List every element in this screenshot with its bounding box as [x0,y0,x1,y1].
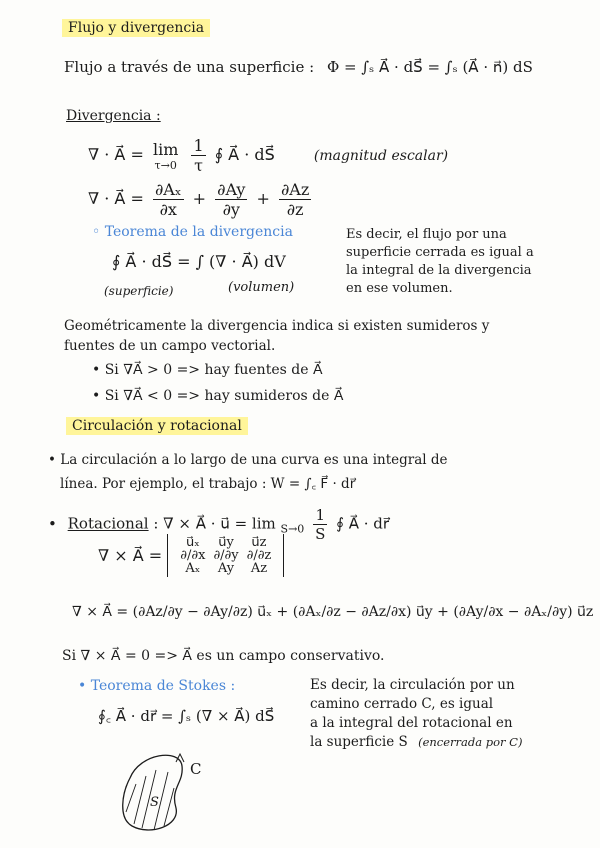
label-volumen: (volumen) [228,280,295,295]
teorema-divergencia-note: Es decir, el flujo por una superficie cerrada es igual a la integral de la divergencia en ese volumen. [346,227,534,296]
label-superficie: (superficie) [104,284,174,298]
stokes-surface-sketch [110,748,220,838]
circulacion-line-2: línea. Por ejemplo, el trabajo : W = ∫꜀ F⃗ · dr⃗ [60,476,356,492]
flujo-equation: Φ = ∫ₛ A⃗ · dS⃗ = ∫ₛ (A⃗ · n⃗) dS [326,58,533,76]
teorema-divergencia-title: ◦ Teorema de la divergencia [92,224,293,240]
section-title-circulacion: Circulación y rotacional [66,418,248,434]
limit: lim τ→0 [152,139,179,172]
flujo-line [64,58,533,76]
fraction: $\frac{1}{\tau}$ [193,136,204,175]
rotacional-expanded: ∇ × A⃗ = (∂Az/∂y − ∂Ay/∂z) u⃗ₓ + (∂Aₓ/∂z − ∂Az/∂x) u⃗y + (∂Ay/∂x − ∂Aₓ/∂y) u⃗z [72,604,594,620]
geom-bullet-fuentes: • Si ∇A⃗ > 0 => hay fuentes de A⃗ [92,362,323,378]
divergencia-note: (magnitud escalar) [313,148,449,164]
section-title-flujo: Flujo y divergencia [62,20,210,36]
rotacional-label: Rotacional [67,514,149,533]
divergencia-cartesian: ∇ · A⃗ = $\frac{\text{∂Aₓ}}{\partial x}$ + $\frac{\partial Ay}{\partial y}$ + $\frac{\partial Az}{\partial z}$ [88,180,310,219]
curve-c-outline [123,755,182,830]
divergencia-label: Divergencia : [66,108,161,124]
geom-line-1: Geométricamente la divergencia indica si existen sumideros y [64,318,490,334]
rotacional-determinant: ∇ × A⃗ = u⃗ₓ u⃗y u⃗z ∂/∂x ∂/∂y ∂/∂z Aₓ Ay Az [98,534,284,577]
sketch-label-c: C [190,760,202,778]
divergencia-definition: ∇ · A⃗ = lim τ→0 $\frac{1}{\tau}$ ∮ A⃗ · dS⃗ (magnitud escalar) [88,136,449,175]
teorema-stokes-note: Es decir, la circulación por un camino cerrado C, es igual a la integral del rotacional en la superficie S (encerrada por C) [310,677,523,750]
determinant-matrix: u⃗ₓ u⃗y u⃗z ∂/∂x ∂/∂y ∂/∂z Aₓ Ay Az [167,534,284,577]
flujo-label: Flujo a través de una superficie : [64,58,315,76]
circulacion-line-1: • La circulación a lo largo de una curva es una integral de [48,452,448,468]
rotacional-definition: • Rotacional : ∇ × A⃗ · u⃗ = lim $_{S\to 0}$ $\frac{1}{S}$ ∮ A⃗ · dr⃗ [48,506,390,543]
sketch-label-s: S [150,795,159,810]
teorema-stokes-title: • Teorema de Stokes : [78,678,236,694]
geom-line-2: fuentes de un campo vectorial. [64,338,276,354]
teorema-divergencia-eq: ∮ A⃗ · dS⃗ = ∫ (∇ · A⃗) dV [112,252,286,271]
geom-bullet-sumideros: • Si ∇A⃗ < 0 => hay sumideros de A⃗ [92,388,344,404]
teorema-stokes-eq: ∮꜀ A⃗ · dr⃗ = ∫ₛ (∇ × A⃗) dS⃗ [98,707,275,725]
campo-conservativo: Si ∇ × A⃗ = 0 => A⃗ es un campo conservativo. [62,648,385,664]
